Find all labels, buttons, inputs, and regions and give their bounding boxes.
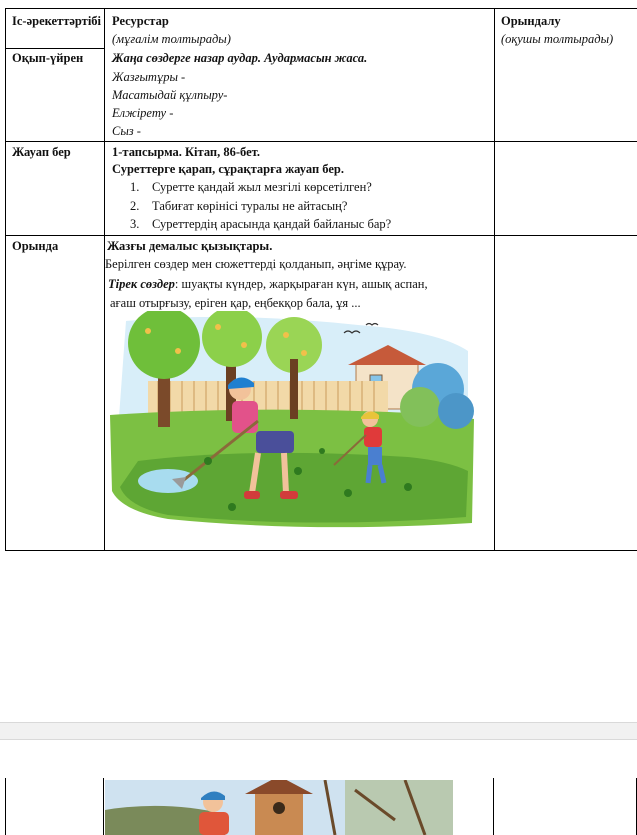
question-item <box>130 178 372 196</box>
question-text: Суреттердің арасында қандай байланыс бар? <box>152 217 392 231</box>
question-item <box>130 215 391 233</box>
question-text: Табиғат көрінісі туралы не айтасың? <box>152 199 348 213</box>
support-label: Тірек сөздер <box>108 277 175 291</box>
column-divider <box>493 778 494 835</box>
vocab-word: Жазғытұры - <box>112 70 186 84</box>
column-divider <box>104 8 105 550</box>
row-divider <box>6 8 637 9</box>
spring-garden-illustration <box>108 311 474 531</box>
document-next-page <box>0 778 637 835</box>
column-divider <box>494 8 495 550</box>
vocab-word: Сыз - <box>112 124 141 138</box>
do-title: Жазғы демалыс қызықтары. <box>107 239 273 253</box>
header-execution-note: (оқушы толтырады) <box>501 32 614 46</box>
page-break-band <box>0 722 637 740</box>
do-instruction: Берілген сөздер мен сюжеттерді қолданып, әңгіме құрау. <box>105 257 407 271</box>
column-divider <box>103 778 104 835</box>
support-words-line-2: ағаш отырғызу, еріген қар, еңбекқор бала, ұя ... <box>110 296 361 310</box>
question-number: 2. <box>130 199 140 213</box>
learn-title: Жаңа сөздерге назар аудар. Аудармасын жаса. <box>112 51 368 65</box>
row-divider <box>6 235 637 236</box>
row-label-do: Орында <box>12 239 59 253</box>
task-title: 1-тапсырма. Кітап, 86-бет. <box>112 145 260 159</box>
header-resources-note: (мұғалім толтырады) <box>112 32 231 46</box>
vocab-word: Масатыдай құлпыру- <box>112 88 228 102</box>
vocab-word: Елжірету - <box>112 106 174 120</box>
header-execution: Орындалу <box>501 14 561 28</box>
support-words-line-1 <box>108 275 428 293</box>
birdhouse-illustration <box>105 780 453 835</box>
question-item <box>130 197 347 215</box>
question-number: 3. <box>130 217 140 231</box>
header-resources: Ресурстар <box>112 14 169 28</box>
row-label-learn: Оқып-үйрен <box>12 51 84 65</box>
question-text: Суретте қандай жыл мезгілі көрсетілген? <box>152 180 372 194</box>
lesson-table <box>5 8 637 551</box>
task-instruction: Суреттерге қарап, сұрақтарға жауап бер. <box>112 162 345 176</box>
header-activity: Іс-әрекеттәртібі <box>12 14 102 28</box>
row-divider <box>6 141 637 142</box>
column-divider <box>5 778 6 835</box>
support-words: : шуақты күндер, жарқыраған күн, ашық аспан, <box>174 277 428 291</box>
question-number: 1. <box>130 180 140 194</box>
row-label-answer: Жауап бер <box>12 145 71 159</box>
